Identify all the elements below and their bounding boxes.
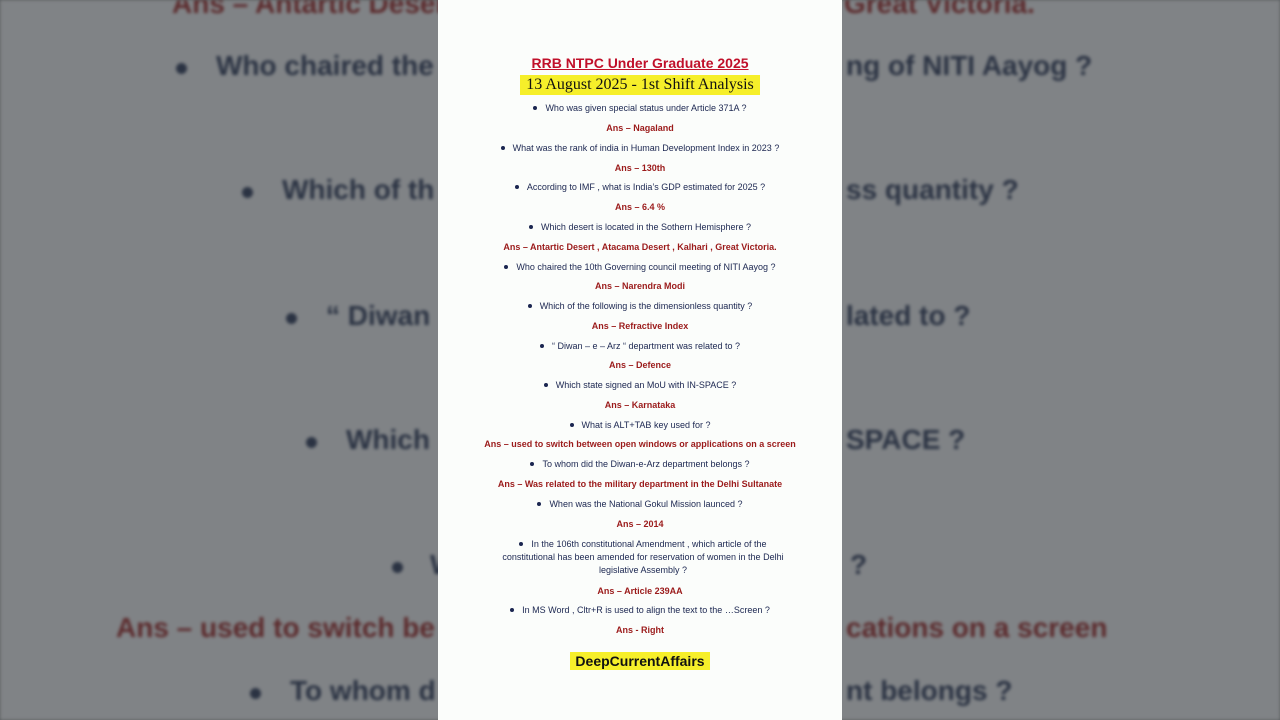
answer-text: Ans – Was related to the military department in the Delhi Sultanate [497,479,783,489]
answer-text: Ans – used to switch between open windows or applications on a screen [484,439,796,449]
question-text: To whom did the Diwan-e-Arz department belongs ? [542,459,750,469]
question-item [438,379,842,392]
question-text: When was the National Gokul Mission launced ? [549,499,743,509]
question-text: In the 106th constitutional Amendment , which article of the constitutional has been amended for reservation of women in the Delhi legislative Assembly ? [502,539,784,575]
bullet-icon [540,344,544,348]
question-item [438,604,842,617]
question-text: What is ALT+TAB key used for ? [581,420,711,430]
question-text: According to IMF , what is India’s GDP estimated for 2025 ? [526,182,766,192]
footer-brand: DeepCurrentAffairs [570,652,709,670]
bullet-icon [515,185,519,189]
bullet-icon [533,106,537,110]
question-item [438,498,842,511]
answer-text: Ans – Article 239AA [597,586,683,596]
question-text: Which state signed an MoU with IN-SPACE ? [555,380,737,390]
question-text: Who chaired the 10th Governing council meeting of NITI Aayog ? [516,262,776,272]
question-text: Which of the following is the dimensionless quantity ? [539,301,753,311]
page-title: RRB NTPC Under Graduate 2025 [531,55,749,71]
question-item [438,458,842,471]
question-text: Who was given special status under Article 371A ? [545,103,747,113]
answer-text: Ans – Defence [608,360,672,370]
bullet-icon [528,304,532,308]
question-item [438,142,842,155]
answer-text: Ans – 6.4 % [614,202,666,212]
question-text: Which desert is located in the Sothern Hemisphere ? [540,222,752,232]
question-item [500,538,786,577]
answer-text: Ans – Refractive Index [591,321,689,331]
question-item [438,419,842,432]
answer-text: Ans – Karnataka [604,400,676,410]
answer-text: Ans - Right [616,625,664,635]
bullet-icon [530,462,534,466]
bullet-icon [519,542,523,546]
bullet-icon [510,608,514,612]
question-text: In MS Word , Cltr+R is used to align the text to the …Screen ? [522,605,770,615]
bullet-icon [501,146,505,150]
bullet-icon [544,383,548,387]
question-item [438,102,842,115]
answer-text: Ans – Narendra Modi [594,281,686,291]
footer-container [438,652,842,671]
question-item [438,221,842,234]
question-text: What was the rank of india in Human Development Index in 2023 ? [512,143,780,153]
subtitle-container [438,75,842,95]
document-page [438,0,842,720]
bullet-icon [529,225,533,229]
bullet-icon [537,502,541,506]
question-item [438,300,842,313]
question-item [438,340,842,353]
answer-text: Ans – Antartic Desert , Atacama Desert , Kalhari , Great Victoria. [503,242,777,252]
page-subtitle: 13 August 2025 - 1st Shift Analysis [520,75,760,95]
question-text: “ Diwan – e – Arz “ department was related to ? [551,341,741,351]
bullet-icon [504,265,508,269]
answer-text: Ans – 2014 [616,519,664,529]
answer-text: Ans – 130th [614,163,666,173]
question-item [438,181,842,194]
question-item [438,261,842,274]
bullet-icon [570,423,574,427]
answer-text: Ans – Nagaland [606,123,674,133]
